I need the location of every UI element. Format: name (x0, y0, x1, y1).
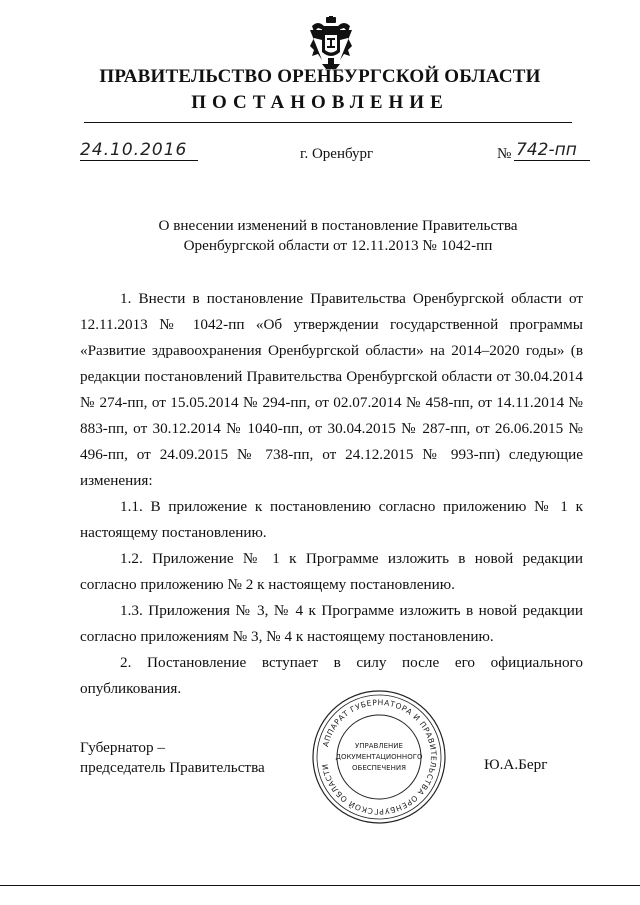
paragraph-1-1: 1.1. В приложение к постановлению согласно приложению № 1 к настоящему постановлению. (80, 498, 583, 541)
document-number: 742-пп (516, 140, 577, 160)
signer-name: Ю.А.Берг (484, 756, 548, 773)
number-label: № (497, 146, 512, 162)
document-body (80, 286, 583, 702)
government-title: ПРАВИТЕЛЬСТВО ОРЕНБУРГСКОЙ ОБЛАСТИ (99, 66, 541, 87)
bottom-rule (0, 885, 640, 886)
paragraph-1: 1. Внести в постановление Правительства Оренбургской области от 12.11.2013 № 1042-пп «Об утверждении государственной программы «Развитие здравоохранения Оренбургской области» на 2014–2020 годы» (в редакции постановлений Правительства Оренбургской области от 30.04.2014 № 274-пп, от 15.05.2014 № 294-пп, от 02.07.2014 № 458-пп, от 14.11.2014 № 883-пп, от 30.12.2014 № 1040-пп, от 30.04.2015 № 287-пп, от 26.06.2015 № 496-пп, от 24.09.2015 № 738-пп, от 24.12.2015 № 993-пп) следующие изменения: (80, 290, 583, 489)
signer-title (80, 738, 265, 778)
document-city: г. Оренбург (300, 146, 374, 162)
stamp-line-3: ОБЕСПЕЧЕНИЯ (352, 764, 406, 772)
header-rule (84, 122, 572, 123)
document-subject (0, 216, 640, 256)
signer-title-line-2: председатель Правительства (80, 759, 265, 776)
number-underline (514, 160, 590, 161)
paragraph-1-2: 1.2. Приложение № 1 к Программе изложить в новой редакции согласно приложению № 2 к настоящему постановлению. (80, 550, 583, 593)
paragraph-2: 2. Постановление вступает в силу после его официального опубликования. (80, 654, 583, 697)
stamp-line-2: ДОКУМЕНТАЦИОННОГО (335, 753, 423, 761)
stamp-ring-text: АППАРАТ ГУБЕРНАТОРА И ПРАВИТЕЛЬСТВА ОРЕНБУРГСКОЙ ОБЛАСТИ (320, 697, 439, 817)
document-type: ПОСТАНОВЛЕНИЕ (191, 92, 449, 113)
coat-of-arms-icon (308, 16, 354, 70)
stamp-line-1: УПРАВЛЕНИЕ (355, 742, 403, 750)
paragraph-1-3: 1.3. Приложения № 3, № 4 к Программе изложить в новой редакции согласно приложениям № 3, № 4 к настоящему постановлению. (80, 602, 583, 645)
document-date: 24.10.2016 (80, 140, 188, 160)
official-stamp (310, 688, 448, 826)
signer-title-line-1: Губернатор – (80, 739, 165, 756)
subject-line-2: Оренбургской области от 12.11.2013 № 1042-пп (183, 237, 493, 254)
subject-line-1: О внесении изменений в постановление Правительства (158, 217, 518, 234)
date-underline (80, 160, 198, 161)
